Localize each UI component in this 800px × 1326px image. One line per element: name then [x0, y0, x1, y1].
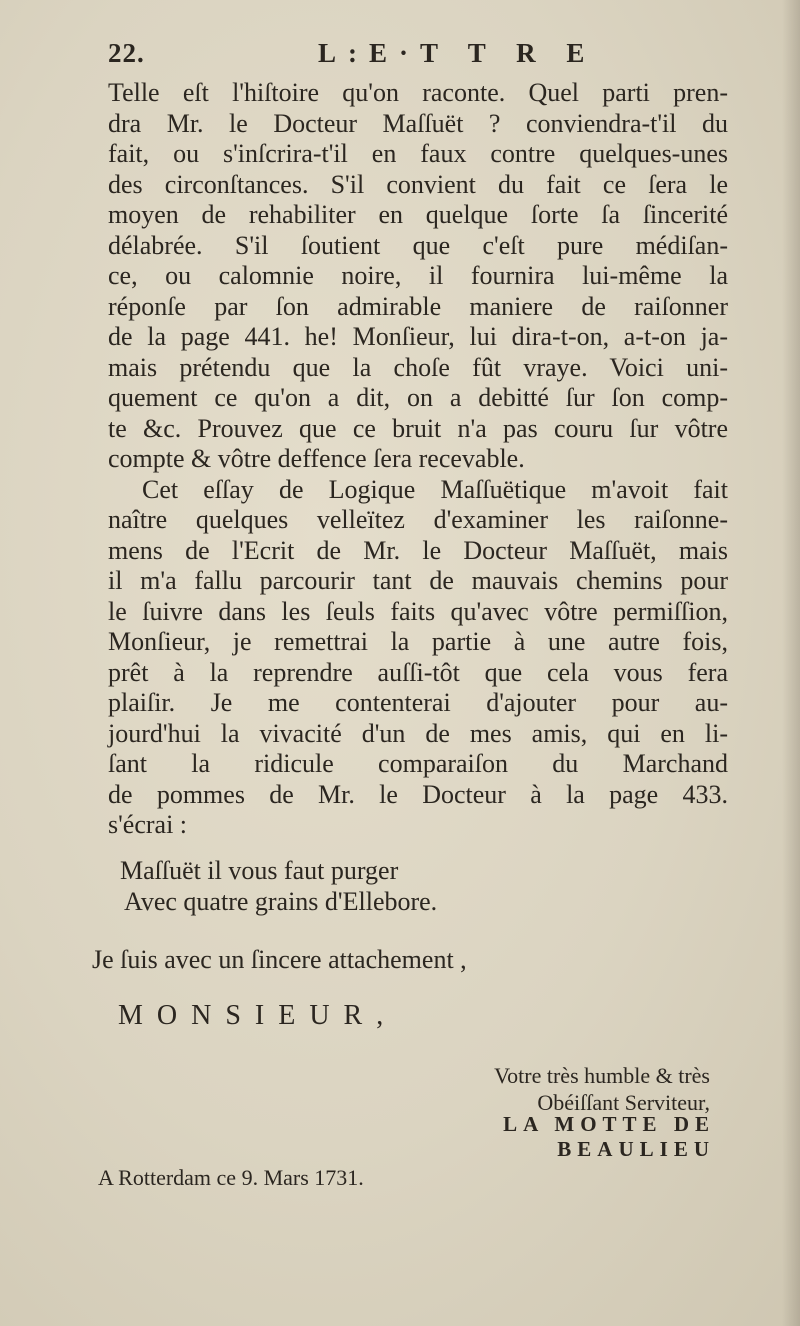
text-line: te &c. Prouvez que ce bruit n'a pas couru ſur vôtre: [108, 413, 728, 443]
text-line: ſant la ridicule comparaiſon du Marchand: [108, 749, 728, 778]
closing-line: Je ſuis avec un ſincere attachement ,: [92, 945, 467, 974]
text-line: mens de l'Ecrit de Mr. le Docteur Maſſuët, mais: [108, 535, 728, 565]
text-line: ce, ou calomnie noire, il fournira lui-même la: [108, 261, 728, 290]
text-line: mais prétendu que la choſe fût vraye. Voici uni-: [108, 352, 728, 382]
text-line: il m'a fallu parcourir tant de mauvais chemins pour: [108, 566, 728, 595]
verse: [120, 855, 437, 917]
dateline: A Rotterdam ce 9. Mars 1731.: [98, 1165, 364, 1190]
text-line: réponſe par ſon admirable maniere de raiſonner: [108, 291, 728, 321]
page-number: 22.: [108, 38, 145, 68]
text-line: naître quelques velleïtez d'examiner les raiſonne-: [108, 505, 728, 534]
text-line: de pommes de Mr. le Docteur à la page 433.: [108, 779, 728, 809]
signature-line-1: Votre très humble & très: [494, 1063, 710, 1088]
running-head: L:E·T T R E: [318, 38, 597, 68]
text-line: fait, ou s'inſcrira-t'il en faux contre quelques-unes: [108, 139, 728, 168]
signature-name: LA MOTTE DE BEAULIEU: [503, 1112, 715, 1161]
text-line: prêt à la reprendre auſſi-tôt que cela vous fera: [108, 657, 728, 687]
body-text: [108, 78, 728, 841]
verse-line: Maſſuët il vous faut purger: [120, 856, 399, 885]
verse-line: Avec quatre grains d'Ellebore.: [124, 887, 438, 916]
signature-line-2: Obéiſſant Serviteur,: [537, 1090, 710, 1115]
text-line: quement ce qu'on a dit, on a debitté ſur ſon comp-: [108, 383, 728, 412]
page-fold-shadow: [782, 0, 800, 1326]
text-line: des circonſtances. S'il convient du fait ce ſera le: [108, 169, 728, 199]
text-line: dra Mr. le Docteur Maſſuët ? conviendra-t'il du: [108, 108, 728, 138]
text-line: Cet eſſay de Logique Maſſuëtique m'avoit fait: [142, 474, 728, 504]
text-line: de la page 441. he! Monſieur, lui dira-t-on, a-t-on ja-: [108, 322, 728, 351]
text-line: Telle eſt l'hiſtoire qu'on raconte. Quel parti pren-: [108, 78, 728, 107]
text-line: Monſieur, je remettrai la partie à une autre fois,: [108, 627, 728, 656]
paragraph-1: [108, 78, 728, 475]
salutation: MONSIEUR,: [118, 1000, 398, 1031]
text-line: plaiſir. Je me contenterai d'ajouter pour au-: [108, 688, 728, 717]
page-header: [108, 38, 728, 78]
paragraph-2: [108, 475, 728, 841]
text-line: délabrée. S'il ſoutient que c'eſt pure médiſan-: [108, 230, 728, 260]
text-line: moyen de rehabiliter en quelque ſorte ſa ſincerité: [108, 200, 728, 229]
text-line: s'écrai :: [108, 810, 188, 839]
text-line: le ſuivre dans les ſeuls faits qu'avec vôtre permiſſion,: [108, 596, 728, 626]
text-line: compte & vôtre deffence ſera recevable.: [108, 444, 525, 473]
text-line: jourd'hui la vivacité d'un de mes amis, qui en li-: [108, 718, 728, 748]
signature-block: [340, 1062, 710, 1116]
